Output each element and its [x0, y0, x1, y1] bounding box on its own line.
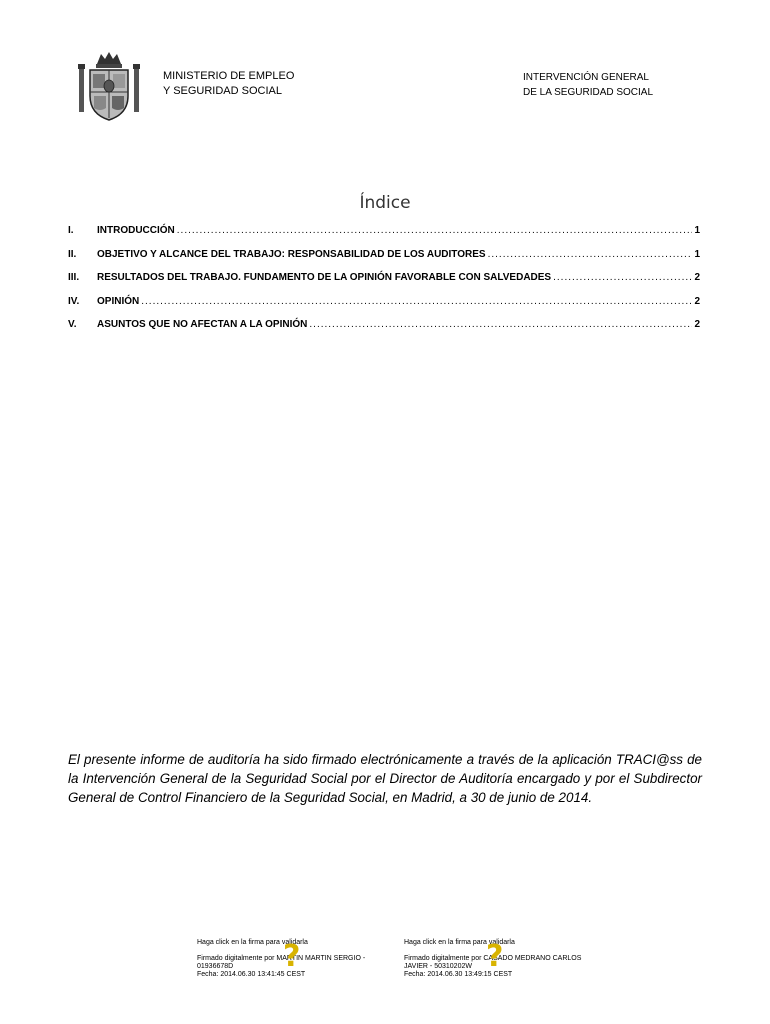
toc-entry-objetivo[interactable]	[68, 249, 700, 273]
ministry-line-2: Y SEGURIDAD SOCIAL	[163, 85, 282, 97]
index-title: Índice	[359, 193, 411, 213]
signature-validate-hint: Haga click en la firma para validarla	[404, 939, 515, 946]
signature-statement: El presente informe de auditoría ha sido firmado electrónicamente a través de la aplicación TRACI@ss de la Intervención General de la Seguridad Social por el Director de Auditoría encargado y por el Subdirector General de Control Financiero de la Seguridad Social, en Madrid, a 30 de junio de 2014.	[68, 752, 702, 806]
toc-label: OPINIÓN	[97, 295, 140, 307]
signature-id-line: 01936678D	[197, 963, 234, 970]
signature-signer-line: Firmado digitalmente por CASADO MEDRANO CARLOS	[404, 955, 582, 962]
signature-validate-hint: Haga click en la firma para validarla	[197, 939, 308, 946]
signature-signer-line: Firmado digitalmente por MARTIN MARTIN SERGIO -	[197, 955, 366, 962]
toc-label: INTRODUCCIÓN	[97, 225, 175, 236]
question-mark-icon[interactable]: ?	[486, 939, 504, 974]
toc-label: RESULTADOS DEL TRABAJO. FUNDAMENTO DE LA OPINIÓN FAVORABLE CON SALVEDADES	[97, 272, 552, 283]
toc-page-number: 2	[694, 319, 700, 330]
question-mark-icon[interactable]: ?	[283, 939, 301, 974]
table-of-contents	[68, 225, 700, 343]
department-name	[523, 70, 653, 100]
toc-page-number: 2	[694, 272, 700, 283]
toc-label: ASUNTOS QUE NO AFECTAN A LA OPINIÓN	[97, 319, 308, 330]
toc-number: IV.	[68, 295, 80, 307]
toc-entry-introduccion[interactable]	[68, 225, 700, 249]
toc-label: OBJETIVO Y ALCANCE DEL TRABAJO: RESPONSABILIDAD DE LOS AUDITORES	[97, 248, 486, 260]
department-line-1: INTERVENCIÓN GENERAL	[523, 72, 649, 83]
toc-number: V.	[68, 319, 77, 330]
toc-entry-resultados[interactable]	[68, 272, 700, 296]
toc-number: I.	[68, 225, 74, 236]
toc-number: III.	[68, 272, 80, 283]
ministry-line-1: MINISTERIO DE EMPLEO	[163, 70, 295, 82]
toc-leader-dots	[488, 249, 693, 260]
toc-leader-dots	[553, 272, 692, 283]
signature-date-line: Fecha: 2014.06.30 13:49:15 CEST	[404, 971, 513, 978]
toc-leader-dots	[309, 319, 692, 330]
toc-entry-opinion[interactable]	[68, 296, 700, 320]
toc-number: II.	[68, 248, 77, 260]
ministry-name	[163, 69, 294, 99]
digital-signature-2[interactable]	[404, 939, 604, 979]
toc-page-number: 1	[694, 248, 700, 260]
toc-entry-asuntos[interactable]	[68, 319, 700, 343]
toc-leader-dots	[141, 296, 692, 307]
toc-page-number: 2	[694, 295, 700, 307]
toc-page-number: 1	[694, 225, 700, 236]
signature-date-line: Fecha: 2014.06.30 13:41:45 CEST	[197, 971, 306, 978]
toc-leader-dots	[177, 225, 693, 236]
signature-id-line: JAVIER - 50310202W	[404, 963, 472, 970]
department-line-2: DE LA SEGURIDAD SOCIAL	[523, 87, 654, 98]
spanish-coat-of-arms-icon	[78, 50, 140, 122]
